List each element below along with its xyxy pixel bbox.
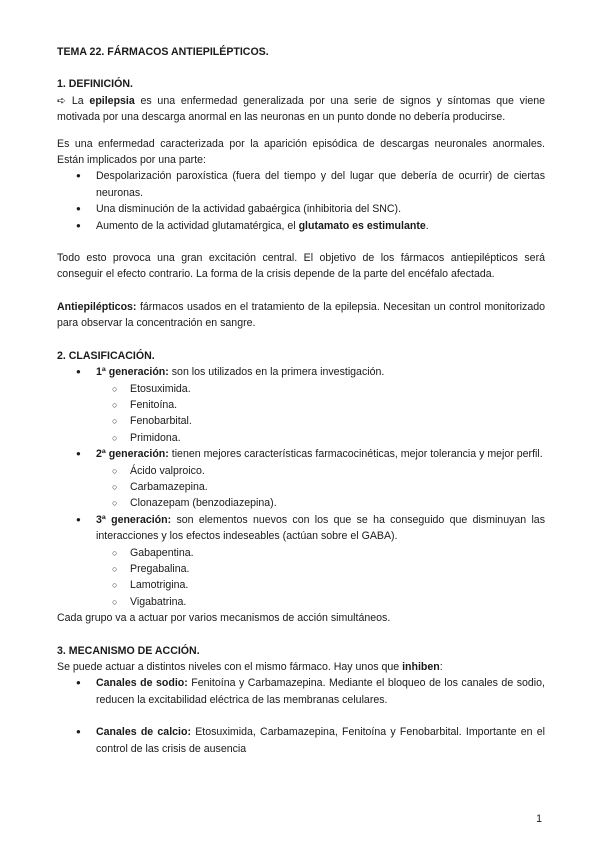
document-title: TEMA 22. FÁRMACOS ANTIEPILÉPTICOS.: [57, 46, 269, 58]
list-item: ● Aumento de la actividad glutamatérgica, el glutamato es estimulante.: [57, 218, 545, 234]
list-item: ○ Fenobarbital.: [57, 413, 545, 429]
list-item: ○ Etosuximida.: [57, 381, 545, 397]
list-item: ● Despolarización paroxística (fuera del tiempo y del lugar que debería de ocurrir) de ciertas neuronas.: [57, 168, 545, 201]
causes-list: [57, 168, 545, 234]
clasificacion-closing: Cada grupo va a actuar por varios mecanismos de acción simultáneos.: [57, 612, 391, 625]
mechanisms-list: [57, 675, 545, 757]
list-item: ○ Clonazepam (benzodiazepina).: [57, 495, 545, 511]
arrow-icon: ➪: [57, 94, 66, 107]
list-item: ● Una disminución de la actividad gabaérgica (inhibitoria del SNC).: [57, 201, 545, 217]
section-clasificacion-heading: 2. CLASIFICACIÓN.: [57, 349, 155, 362]
list-item: ○ Fenitoína.: [57, 397, 545, 413]
objective-paragraph: Todo esto provoca una gran excitación central. El objetivo de los fármacos antiepilépticos será conseguir el efecto contrario. La forma de la crisis depende de la parte del encéfalo afectada.: [57, 252, 545, 281]
section-mecanismo-heading: 3. MECANISMO DE ACCIÓN.: [57, 644, 200, 657]
list-item: ○ Lamotrigina.: [57, 577, 545, 593]
page-number: 1: [536, 813, 542, 825]
mechanism-sodium: ● Canales de sodio: Fenitoína y Carbamazepina. Mediante el bloqueo de los canales de sodio, reducen la excitabilidad eléctrica de las membranas celulares.: [57, 675, 545, 708]
generation-2: ● 2ª generación: tienen mejores características farmacocinéticas, mejor tolerancia y mejor perfil.: [57, 446, 545, 462]
list-item: ○ Primidona.: [57, 430, 545, 446]
generation-1: ● 1ª generación: son los utilizados en la primera investigación.: [57, 364, 545, 380]
mecanismo-intro: Se puede actuar a distintos niveles con el mismo fármaco. Hay unos que inhiben:: [57, 661, 443, 673]
list-item: ○ Ácido valproico.: [57, 463, 545, 479]
list-item: ○ Vigabatrina.: [57, 594, 545, 610]
generations-list: [57, 364, 545, 610]
antiepilepticos-paragraph: Antiepilépticos: fármacos usados en el tratamiento de la epilepsia. Necesitan un control monitorizado para observar la concentración en sangre.: [57, 300, 545, 330]
definicion-paragraph: Es una enfermedad caracterizada por la aparición episódica de descargas neuronales anormales. Están implicados por una parte:: [57, 137, 545, 167]
document-page: [57, 44, 545, 757]
list-item: ○ Carbamazepina.: [57, 479, 545, 495]
generation-3: ● 3ª generación: son elementos nuevos con los que se ha conseguido que disminuyan las interacciones y los efectos indeseables (actúan sobre el GABA).: [57, 512, 545, 545]
list-item: ○ Gabapentina.: [57, 545, 545, 561]
section-definicion-heading: 1. DEFINICIÓN.: [57, 78, 133, 91]
list-item: ○ Pregabalina.: [57, 561, 545, 577]
definicion-intro: ➪ La epilepsia es una enfermedad generalizada por una serie de signos y síntomas que viene motivada por una descarga anormal en las neuronas en un punto donde no debería producirse.: [57, 94, 546, 124]
mechanism-calcium: ● Canales de calcio: Etosuximida, Carbamazepina, Fenitoína y Fenobarbital. Importante en el control de las crisis de ausencia: [57, 724, 545, 757]
